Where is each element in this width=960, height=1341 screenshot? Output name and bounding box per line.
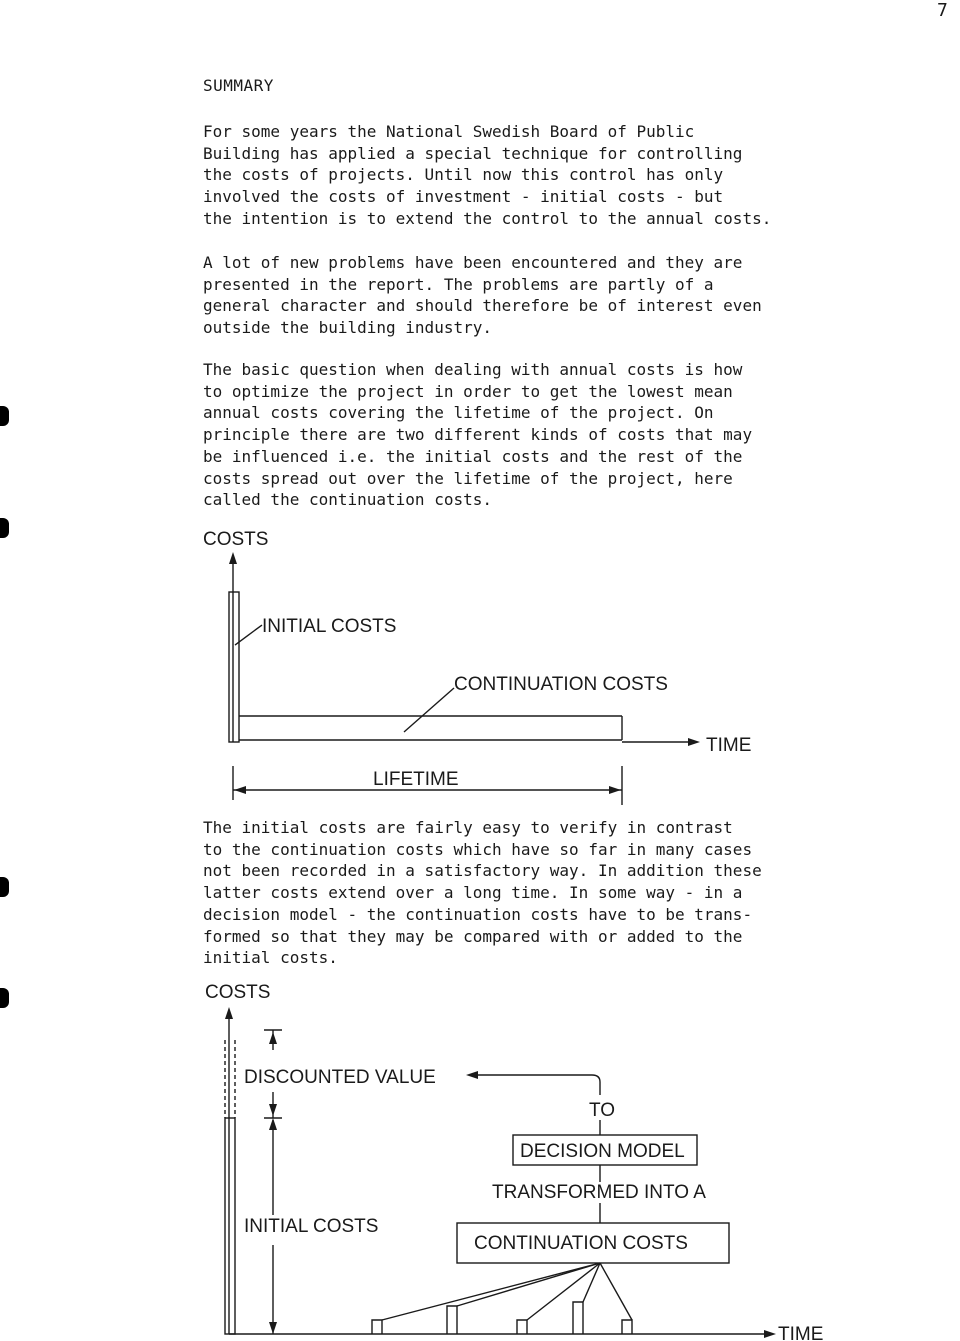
transformed-into-label: TRANSFORMED INTO A [492, 1182, 706, 1203]
paragraph-2: A lot of new problems have been encountered and they are presented in the report. The problems are partly of a general character and should therefore be of interest even outside the building industry. [203, 253, 762, 338]
summary-heading: SUMMARY [203, 76, 274, 95]
margin-mark [0, 988, 9, 1008]
continuation-costs-label: CONTINUATION COSTS [454, 674, 668, 695]
costs-axis-label-2: COSTS [205, 982, 271, 1003]
margin-mark [0, 518, 9, 538]
lifetime-label: LIFETIME [373, 769, 459, 790]
initial-costs-label: INITIAL COSTS [262, 616, 397, 637]
time-axis-label: TIME [706, 735, 752, 756]
to-label: TO [589, 1100, 616, 1121]
paragraph-4: The initial costs are fairly easy to verify in contrast to the continuation costs which have so far in many cases not been recorded in a satisfactory way. In addition these latter costs extend over a long time. In some way - in a decision model - the continuation costs have to be trans- formed so that they may be compared with or added to the initial costs. [203, 818, 762, 968]
discounted-value-label: DISCOUNTED VALUE [244, 1067, 436, 1088]
margin-mark [0, 877, 9, 897]
margin-mark [0, 406, 9, 426]
time-axis-label-2: TIME [778, 1324, 824, 1341]
continuation-costs-box-label: CONTINUATION COSTS [474, 1233, 688, 1254]
paragraph-3: The basic question when dealing with annual costs is how to optimize the project in order to get the lowest mean annual costs covering the lifetime of the project. On principle there are two different kinds of costs that may be influenced i.e. the initial costs and the rest of the costs spread out over the lifetime of the project, here called the continuation costs. [203, 360, 753, 510]
initial-costs-label-2: INITIAL COSTS [244, 1216, 379, 1237]
costs-axis-label: COSTS [203, 529, 269, 550]
page-number: 7 [937, 0, 948, 21]
decision-model-box-label: DECISION MODEL [520, 1141, 685, 1162]
paragraph-1: For some years the National Swedish Board of Public Building has applied a special technique for controlling the costs of projects. Until now this control has only involved the costs of investment - initial costs - but the intention is to extend the control to the annual costs. [203, 122, 772, 228]
